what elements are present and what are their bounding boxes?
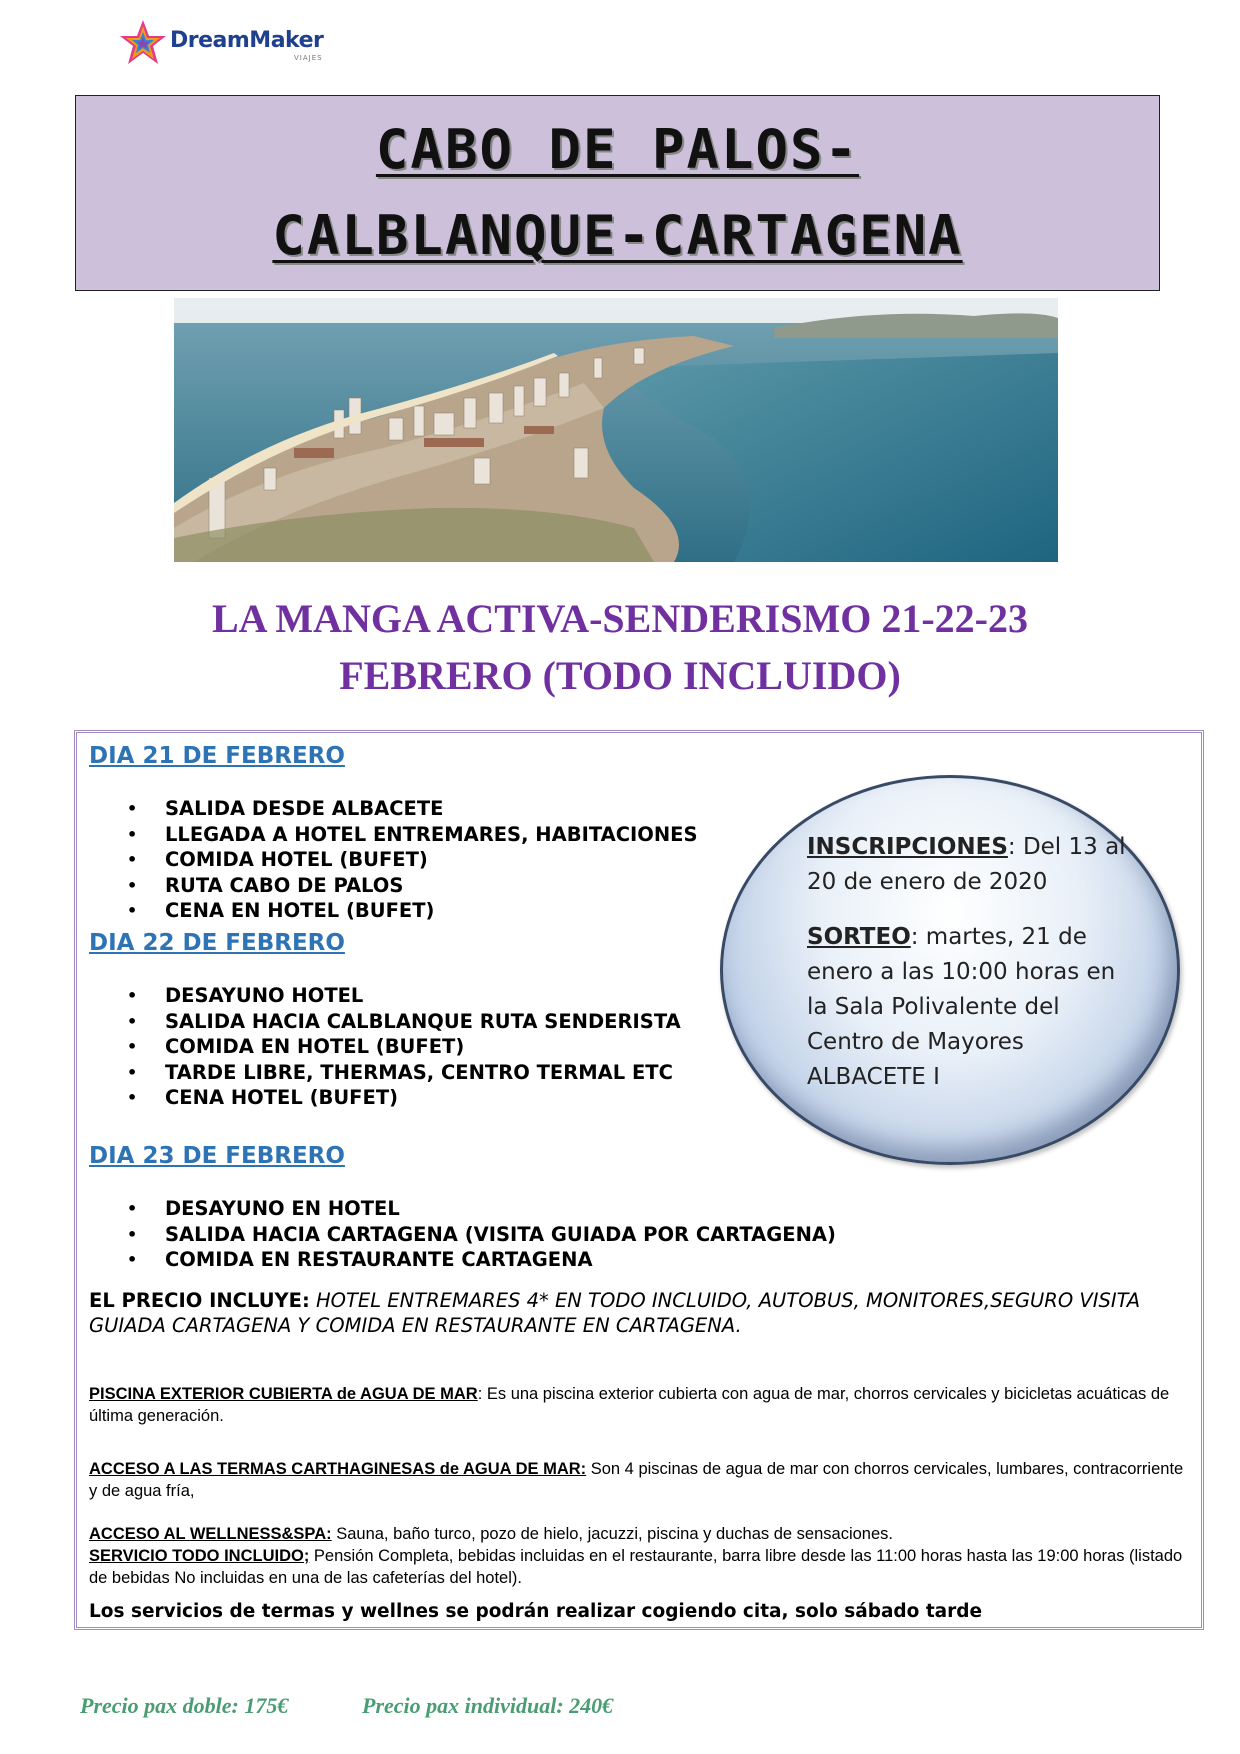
list-item: • TARDE LIBRE, THERMAS, CENTRO TERMAL ETC xyxy=(127,1060,673,1084)
list-item: • COMIDA EN HOTEL (BUFET) xyxy=(127,1035,465,1058)
day-heading-22: DIA 22 DE FEBRERO xyxy=(89,930,345,956)
price-includes-label: EL PRECIO INCLUYE: xyxy=(89,1289,310,1312)
title-line-2: CALBLANQUE-CARTAGENA xyxy=(272,204,963,267)
logo-sub-text: VIAJES xyxy=(294,54,323,62)
service-wellness: ACCESO AL WELLNESS&SPA: Sauna, baño turco, pozo de hielo, jacuzzi, piscina y duchas de sensaciones. xyxy=(89,1525,893,1543)
service-pool: PISCINA EXTERIOR CUBIERTA de AGUA DE MAR: Es una piscina exterior cubierta con agua de mar, chorros cervicales y bicicletas acuáticas de última generación. xyxy=(89,1385,1170,1425)
day-heading-23: DIA 23 DE FEBRERO xyxy=(89,1143,345,1169)
title-box xyxy=(75,95,1160,291)
list-item: • COMIDA HOTEL (BUFET) xyxy=(127,848,428,871)
price-includes xyxy=(89,1288,1184,1338)
star-logo-icon xyxy=(118,18,168,68)
inscripciones-info: INSCRIPCIONES: Del 13 al 20 de enero de 2020 xyxy=(807,834,1126,895)
title-line-1: CABO DE PALOS- xyxy=(375,118,860,181)
list-item: • COMIDA EN RESTAURANTE CARTAGENA xyxy=(127,1248,593,1271)
list-item: • CENA EN HOTEL (BUFET) xyxy=(127,899,435,922)
list-item: • SALIDA HACIA CALBLANQUE RUTA SENDERISTA xyxy=(127,1009,681,1033)
logo-brand-text: DreamMaker xyxy=(170,28,324,53)
day-heading-21: DIA 21 DE FEBRERO xyxy=(89,743,345,769)
dreammaker-logo xyxy=(118,18,338,68)
service-todo-incluido: SERVICIO TODO INCLUIDO; Pensión Completa, bebidas incluidas en el restaurante, barra libre desde las 11:00 horas hasta las 19:00 horas (listado de bebidas No incluidas en una de las cafeterías del hotel). xyxy=(89,1547,1183,1587)
registration-circle xyxy=(720,775,1180,1165)
list-item: • RUTA CABO DE PALOS xyxy=(127,873,404,897)
subtitle-line-2: FEBRERO (TODO INCLUIDO) xyxy=(339,653,901,698)
day-21-list xyxy=(77,796,698,924)
list-item: • CENA HOTEL (BUFET) xyxy=(127,1086,399,1109)
list-item: • SALIDA DESDE ALBACETE xyxy=(127,797,444,820)
price-single: Precio pax individual: 240€ xyxy=(362,1693,614,1718)
list-item: • DESAYUNO HOTEL xyxy=(127,984,364,1007)
list-item: • DESAYUNO EN HOTEL xyxy=(127,1197,400,1220)
sorteo-info: SORTEO: martes, 21 de enero a las 10:00 horas en la Sala Polivalente del Centro de Mayores ALBACETE I xyxy=(807,924,1116,1090)
list-item: • LLEGADA A HOTEL ENTREMARES, HABITACIONES xyxy=(127,822,698,846)
subtitle-line-1: LA MANGA ACTIVA-SENDERISMO 21-22-23 xyxy=(211,596,1028,641)
price-includes-text: HOTEL ENTREMARES 4* EN TODO INCLUIDO, AUTOBUS, MONITORES,SEGURO VISITA GUIADA CARTAGENA Y COMIDA EN RESTAURANTE EN CARTAGENA. xyxy=(89,1289,1141,1337)
day-23-list xyxy=(77,1196,836,1273)
list-item: • SALIDA HACIA CARTAGENA (VISITA GUIADA POR CARTAGENA) xyxy=(127,1222,836,1246)
footer-note: Los servicios de termas y wellnes se podrán realizar cogiendo cita, solo sábado tarde xyxy=(89,1601,983,1622)
day-22-list xyxy=(77,983,681,1111)
la-manga-photo xyxy=(174,298,1058,562)
service-termas: ACCESO A LAS TERMAS CARTHAGINESAS de AGUA DE MAR: Son 4 piscinas de agua de mar con chorros cervicales, lumbares, contracorriente y de agua fría, xyxy=(89,1460,1184,1500)
price-double: Precio pax doble: 175€ xyxy=(80,1693,289,1718)
